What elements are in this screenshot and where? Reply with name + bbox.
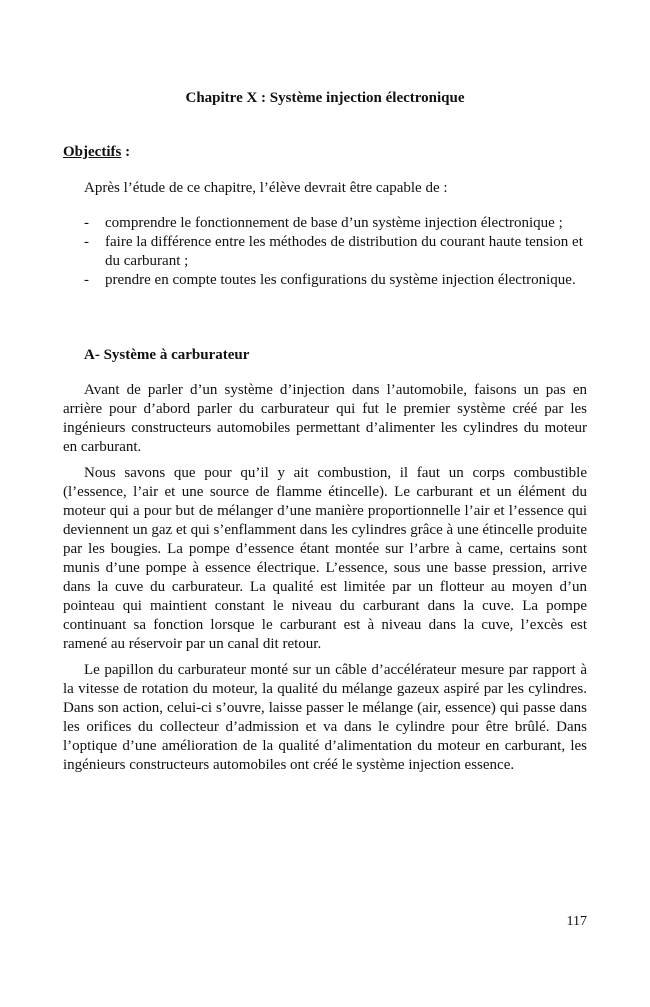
objectives-list bbox=[84, 214, 584, 290]
list-dash: - bbox=[84, 234, 89, 250]
objectives-heading bbox=[63, 142, 130, 162]
objective-item-1 bbox=[84, 214, 584, 233]
page-number: 117 bbox=[566, 914, 587, 929]
list-dash: - bbox=[84, 215, 89, 231]
objectives-heading-label: Objectifs bbox=[63, 144, 122, 160]
objective-text-2: faire la différence entre les méthodes de distribution du courant haute tension et du carburant ; bbox=[105, 234, 583, 269]
objective-item-3 bbox=[84, 271, 584, 290]
objective-item-2 bbox=[84, 233, 584, 271]
chapter-title: Chapitre X : Système injection électronique bbox=[185, 90, 465, 106]
objectives-intro: Après l’étude de ce chapitre, l’élève devrait être capable de : bbox=[84, 180, 448, 196]
body-paragraph-1: Avant de parler d’un système d’injection dans l’automobile, faisons un pas en arrière pour d’abord parler du carburateur qui fut le premier système créé par les ingénieurs constructeurs automobiles permettant d’alimenter les cylindres du moteur en carburant. bbox=[63, 382, 587, 455]
objectives-heading-colon: : bbox=[121, 144, 131, 160]
list-dash: - bbox=[84, 272, 89, 288]
objective-text-3: prendre en compte toutes les configurations du système injection électronique. bbox=[105, 272, 576, 288]
section-a-body bbox=[63, 381, 587, 782]
objective-text-1: comprendre le fonctionnement de base d’un système injection électronique ; bbox=[105, 215, 563, 231]
section-a-heading: A- Système à carburateur bbox=[84, 347, 250, 363]
body-paragraph-3: Le papillon du carburateur monté sur un câble d’accélérateur mesure par rapport à la vitesse de rotation du moteur, la qualité du mélange gazeux aspiré par les cylindres. Dans son action, celui-ci s’ouvre, laisse passer le mélange (air, essence) qui passe dans les orifices du collecteur d’admission et va dans le cylindre pour être brûlé. Dans l’optique d’une amélioration de la qualité d’alimentation du moteur en carburant, les ingénieurs constructeurs automobiles ont créé le système injection essence. bbox=[63, 662, 587, 773]
body-paragraph-2: Nous savons que pour qu’il y ait combustion, il faut un corps combustible (l’essence, l’air et une source de flamme étincelle). Le carburant et un élément du moteur qui a pour but de mélanger d’une manière proportionnelle l’air et l’essence qui deviennent un gaz et qui s’enflamment dans les cylindres grâce à une étincelle produite par les bougies. La pompe d’essence étant montée sur l’arbre à came, certains sont munis d’une pompe à essence électrique. L’essence, sous une basse pression, arrive dans la cuve du carburateur. La qualité est limitée par un flotteur au moyen d’un pointeau qui maintient constant le niveau du carburant dans la cuve. La pompe continuant sa fonction lorsque le carburant est à niveau dans la cuve, l’excès est ramené au réservoir par un canal dit retour. bbox=[63, 465, 587, 652]
